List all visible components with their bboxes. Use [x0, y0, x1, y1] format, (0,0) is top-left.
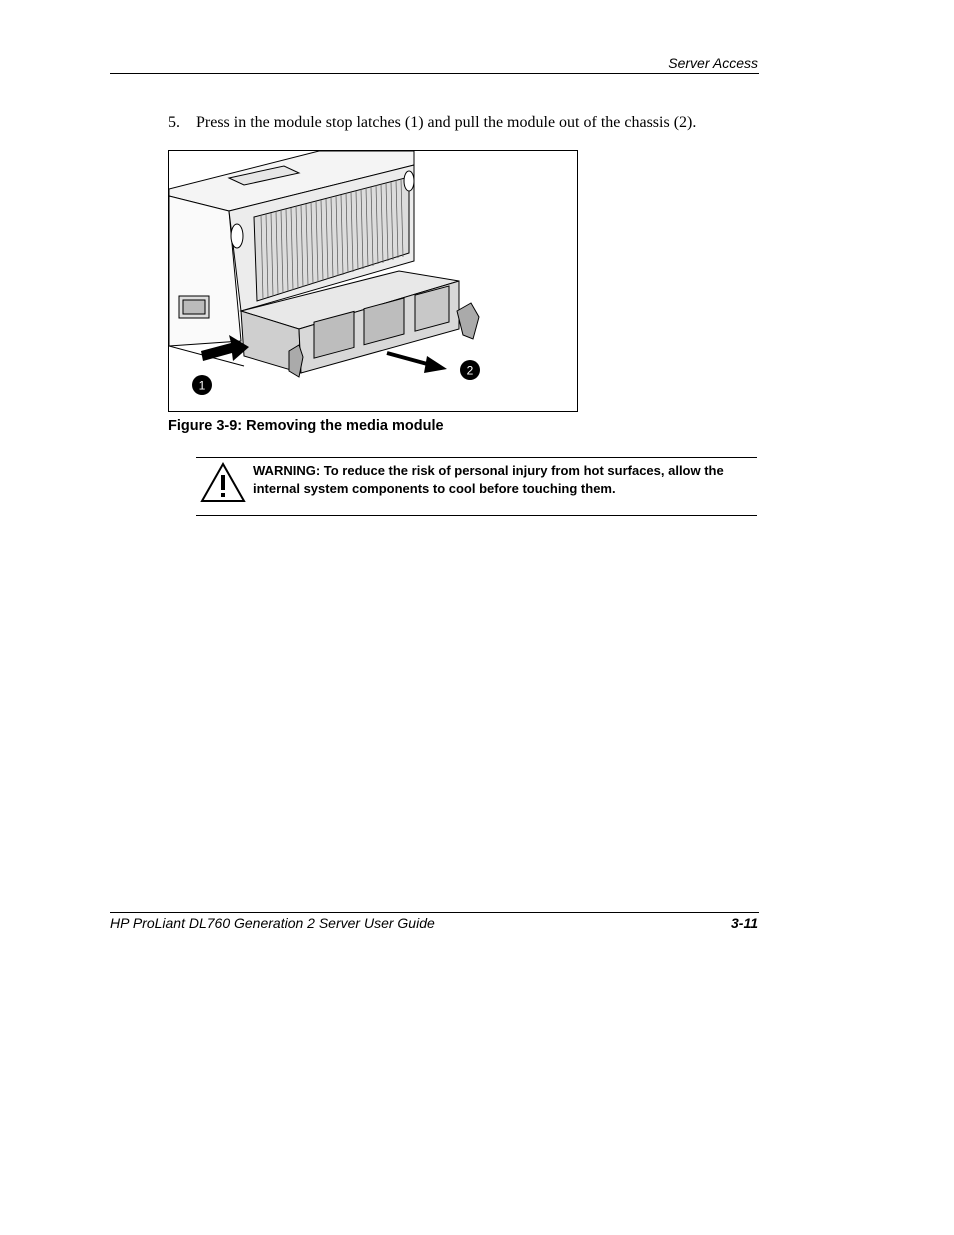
- callout-1: [192, 375, 212, 395]
- warning-top-rule: [196, 457, 757, 458]
- figure-caption: Figure 3-9: Removing the media module: [168, 418, 444, 434]
- server-illustration: [169, 151, 576, 410]
- footer-guide-title: HP ProLiant DL760 Generation 2 Server User Guide: [110, 915, 435, 931]
- pull-arrow: [387, 353, 447, 373]
- warning-triangle-icon: [200, 461, 246, 503]
- callout-2: [460, 360, 480, 380]
- callout-2-label: 2: [466, 363, 474, 378]
- callout-1-label: 1: [198, 378, 206, 393]
- warning-bottom-rule: [196, 515, 757, 516]
- page-number: 3-11: [731, 915, 758, 931]
- footer-rule: [110, 912, 759, 913]
- running-header: Server Access: [668, 55, 758, 71]
- step-number: 5.: [168, 114, 180, 131]
- header-rule: [110, 73, 759, 74]
- procedure-step: [168, 114, 696, 132]
- warning-text: WARNING: To reduce the risk of personal injury from hot surfaces, allow the internal system components to cool before touching them.: [253, 463, 724, 496]
- figure-media-module-removal: [168, 150, 578, 412]
- step-text: Press in the module stop latches (1) and pull the module out of the chassis (2).: [196, 114, 697, 131]
